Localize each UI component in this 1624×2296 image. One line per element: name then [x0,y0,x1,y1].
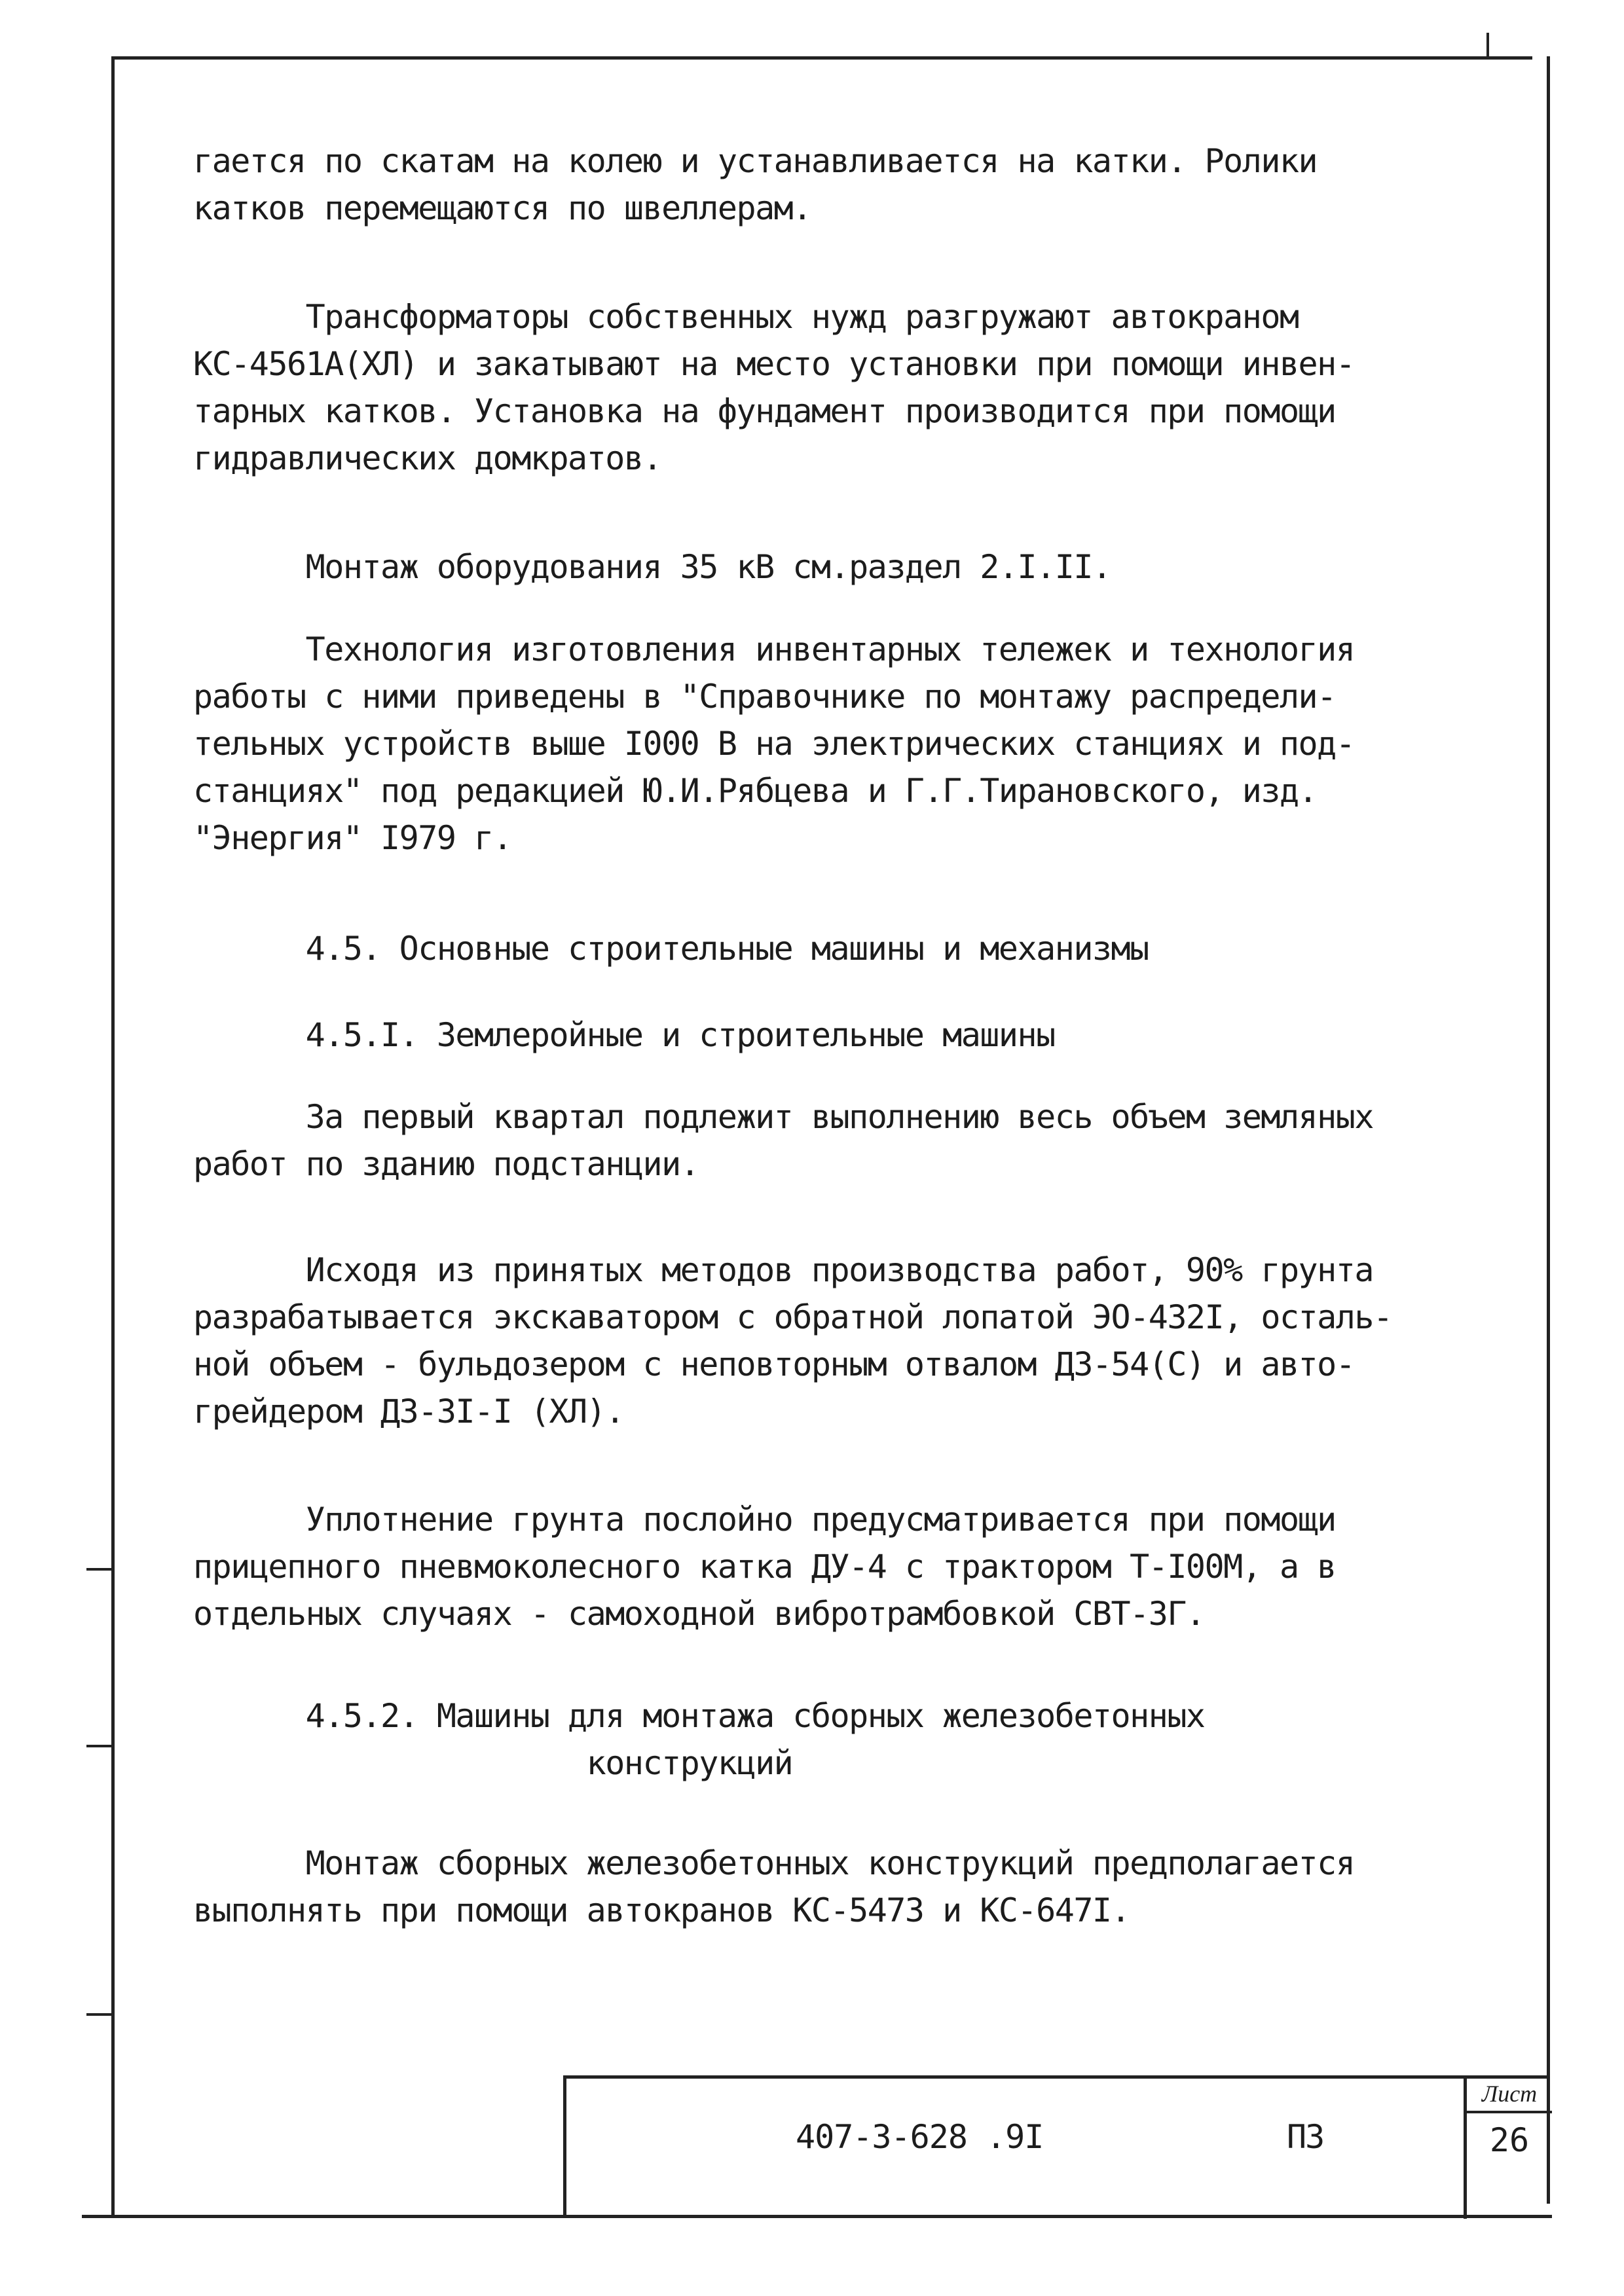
paragraph-auxiliary-transformers: Трансформаторы собственных нужд разгружают автокраном КС-4561А(ХЛ) и закатывают на место установки при помощи инвен- тарных катков. Установка на фундамент производится при помощи гидравлических домкратов. [193,298,1355,477]
section-heading-4-5: 4.5. Основные строительные машины и механизмы [193,930,1149,968]
corner-mark [1486,33,1489,59]
section-heading-4-5-2: 4.5.2. Машины для монтажа сборных железобетонных конструкций [305,1697,1205,1782]
binding-tick [86,2013,114,2016]
frame-top-line [111,56,1532,60]
sheet-number: 26 [1489,2121,1530,2159]
paragraph-inventory-carts: Технология изготовления инвентарных тележек и технология работы с ними приведены в "Справочнике по монтажу распредели- тельных устройств выше I000 В на электрических станциях и под- станциях" под редакцией Ю.И.Рябцева и Г.Г.Тирановского, изд. "Энергия" I979 г. [193,630,1355,857]
binding-tick [86,1745,114,1747]
section-heading-4-5-1: 4.5.I. Землеройные и строительные машины [193,1016,1055,1054]
paragraph-35kv-equipment: Монтаж оборудования 35 кВ см.раздел 2.I.II. [193,548,1111,586]
sheet-box [1464,2075,1552,2219]
paragraph-precast-installation: Монтаж сборных железобетонных конструкций предполагается выполнять при помощи автокранов КС-5473 и КС-647I. [193,1844,1355,1929]
sheet-label: Лист [1467,2075,1552,2113]
document-code: 407-3-628 .9I [796,2118,1044,2156]
document-type: ПЗ [1287,2118,1324,2156]
title-block [563,2075,1549,2215]
paragraph-earthworks: За первый квартал подлежит выполнению весь объем земляных работ по зданию подстанции. [193,1098,1373,1183]
paragraph-soil-compaction: Уплотнение грунта послойно предусматривается при помощи прицепного пневмоколесного катка ДУ-4 с трактором Т-I00М, а в отдельных случаях - самоходной вибротрамбовкой СВТ-3Г. [193,1501,1336,1633]
paragraph-excavation-methods: Исходя из принятых методов производства работ, 90% грунта разрабатывается экскаватором с обратной лопатой ЭО-432I, осталь- ной объем - бульдозером с неповторным отвалом ДЗ-54(С) и авто- грейдером ДЗ-3I-I (ХЛ). [193,1251,1392,1430]
binding-tick [86,1568,114,1571]
frame-left-line [111,56,115,2217]
frame-right-line [1547,56,1550,2204]
paragraph-skids: гается по скатам на колею и устанавливается на катки. Ролики катков перемещаются по швеллерам. [193,142,1318,227]
